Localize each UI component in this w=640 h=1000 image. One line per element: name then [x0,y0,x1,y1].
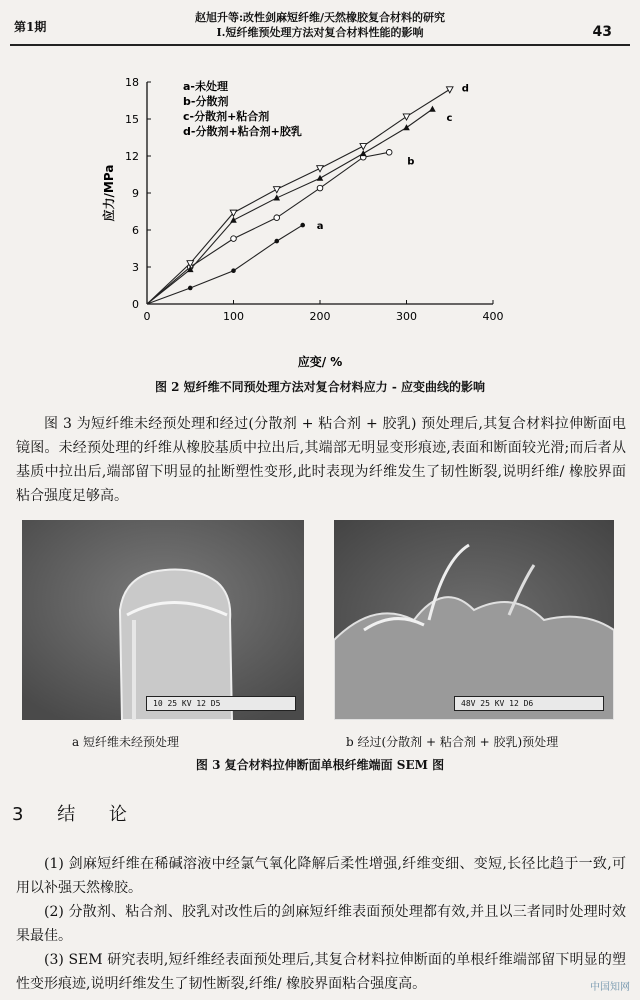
y-axis-label: 应力/MPa [102,164,116,222]
section-heading [12,800,141,826]
running-title-line2: I.短纤维预处理方法对复合材料性能的影响 [216,26,424,39]
chart-ticks [101,76,504,369]
section-number: 3 [12,804,38,825]
point-a [231,268,236,273]
sem-photo-a [22,520,304,720]
legend-entry: d-分散剂+粘合剂+胶乳 [183,125,302,138]
x-tick-label: 200 [309,310,331,323]
x-tick-label: 100 [223,310,244,323]
stress-strain-chart [0,60,640,380]
running-title [150,10,490,40]
point-b [386,150,392,156]
series-end-label-c: c [446,113,453,125]
watermark: 中国知网 [590,982,630,993]
sem-fiber-treated-image [334,520,614,720]
point-a [274,239,279,244]
y-tick-label: 18 [125,76,139,89]
conclusion-1: (1) 剑麻短纤维在稀碱溶液中经氯气氧化降解后柔性增强,纤维变细、变短,长径比趋于一致,可用以补强天然橡胶。 [16,856,626,896]
point-c [230,217,237,223]
page-number: 43 [592,24,612,40]
point-c [403,124,410,130]
series-end-label-b: b [407,156,415,168]
point-c [429,106,436,112]
series-line-a [147,225,303,304]
y-tick-label: 15 [125,113,139,126]
point-b [231,236,237,242]
legend-entry: c-分散剂+粘合剂 [183,110,270,123]
y-tick-label: 6 [132,224,139,237]
point-c [360,150,367,156]
point-c [317,175,324,181]
x-tick-label: 0 [143,310,151,323]
point-b [274,215,280,221]
series-line-c [147,109,432,304]
y-tick-label: 0 [132,298,139,311]
y-tick-label: 12 [125,150,139,163]
sem-scale-bar-a: 10 25 KV 12 D5 [146,696,296,711]
point-b [317,185,323,191]
point-d [273,187,280,193]
fig3b-label: b 经过(分散剂 + 粘合剂 + 胶乳)预处理 [346,735,559,749]
series-end-label-d: d [461,83,469,95]
point-d [360,144,367,150]
sem-photo-b [334,520,614,720]
y-tick-label: 3 [132,261,139,274]
issue-number: 第1期 [14,20,47,34]
sem-fiber-untreated-image [22,520,304,720]
point-a [188,286,193,291]
conclusion-3: (3) SEM 研究表明,短纤维经表面预处理后,其复合材料拉伸断面的单根纤维端部留下明显的塑性变形痕迹,说明纤维发生了韧性断裂,纤维/ 橡胶界面粘合强度高。 [16,952,626,992]
paragraph-fig3-description: 图 3 为短纤维未经预处理和经过(分散剂 + 粘合剂 + 胶乳) 预处理后,其复合材料拉伸断面电镜图。未经预处理的纤维从橡胶基质中拉出后,其端部无明显变形痕迹,表面和断面较光滑;而后者从基质中拉出后,端部留下明显的扯断塑性变形,此时表现为纤维发生了韧性断裂,说明纤维/ 橡胶界面粘合强度足够高。 [16,416,626,504]
point-d [403,114,410,120]
point-d [317,166,324,172]
fig3-caption: 图 3 复合材料拉伸断面单根纤维端面 SEM 图 [195,758,445,772]
series-line-b [147,152,389,304]
point-a [300,223,305,228]
section-title: 结 论 [57,804,141,825]
legend-entry: b-分散剂 [183,95,229,108]
point-d [446,87,453,93]
legend-entry: a-未处理 [183,80,228,93]
running-title-line1: 赵旭升等:改性剑麻短纤维/天然橡胶复合材料的研究 [194,11,446,24]
sem-scale-bar-b: 48V 25 KV 12 D6 [454,696,604,711]
series-end-label-a: a [316,221,324,233]
fig3a-label: a 短纤维未经预处理 [72,735,179,749]
conclusion-2: (2) 分散剂、粘合剂、胶乳对改性后的剑麻短纤维表面预处理都有效,并且以三者同时处理时效果最佳。 [16,904,626,944]
x-tick-label: 400 [482,310,504,323]
x-tick-label: 300 [396,310,417,323]
chart-legend [183,79,302,138]
header-rule [10,44,630,46]
fig2-caption: 图 2 短纤维不同预处理方法对复合材料应力 - 应变曲线的影响 [154,380,486,394]
x-axis-label: 应变/ % [297,355,343,369]
y-tick-label: 9 [132,187,139,200]
